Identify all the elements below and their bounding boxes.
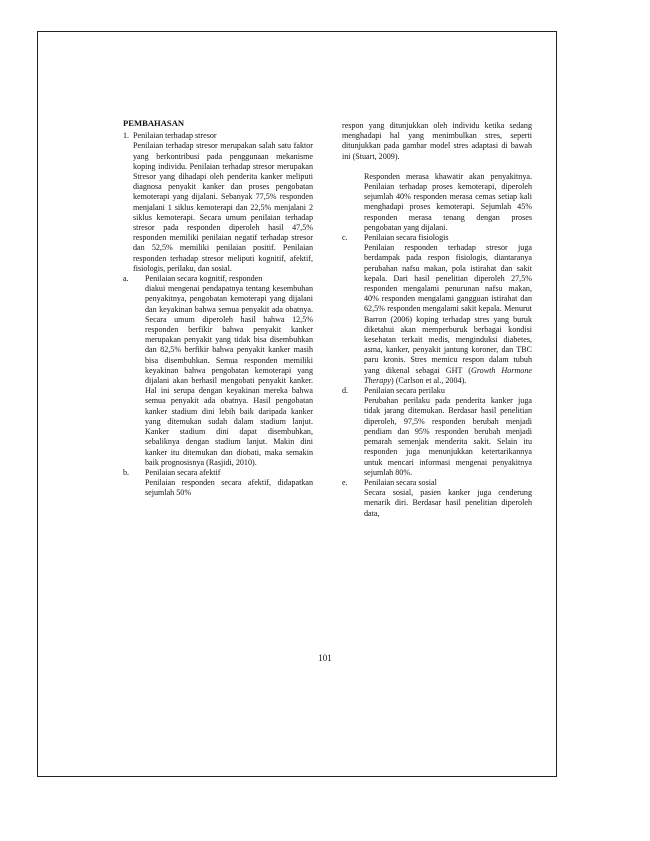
sub-a (123, 274, 313, 468)
sub-d-heading: Penilaian secara perilaku (364, 386, 445, 396)
sub-c-paragraph (364, 243, 532, 386)
sub-c-text-end: ) (Carlson et al., 2004). (390, 375, 467, 385)
sub-e-heading: Penilaian secara sosial (364, 477, 437, 487)
sub-a-paragraph: diakui mengenai pendapatnya tentang kesembuhan penyakitnya, pengobatan kemoterapi yang dijalani dan keyakinan bahwa semua penyakit ada obatnya. Secara umum diperoleh hasil bahwa 12,5% responden berfikir bahwa penyakit kanker merupakan penyakit yang tidak bisa disembuhkan dan 82,5% berfikir bahwa penyakit kanker masih bisa disembuhkan. Semua responden memiliki keyakinan bahwa pengobatan kemoterapi yang dijalani akan berhasil mengobati penyakit kanker. Hal ini serupa dengan keyakinan mereka bahwa semua penyakit ada obatnya. Hasil pengobatan kanker stadium dini lebih baik daripada kanker yang ditemukan sudah dalam stadium lanjut. Kanker stadium dini dapat disembuhkan, sebaliknya dengan stadium lanjut. Makin dini kanker itu ditemukan dan diobati, maka semakin baik prognosisnya (Rasjidi, 2010). (145, 284, 313, 467)
sub-c-heading: Penilaian secara fisiologis (364, 233, 449, 243)
sub-c-text: Penilaian responden terhadap stresor juga berdampak pada respon fisiologis, diantaranya perubahan nafsu makan, pola istirahat dan sakit kepala. Dari hasil penelitian diperoleh 27,5% responden mengalami penurunan nafsu makan, 40% responden mengalami gangguan istirahat dan 62,5% responden mengalami sakit kepala. Menurut Barron (2006) koping terhadap stres yang buruk diketahui akan memperburuk berbagai kondisi kesehatan terkait medis, menginduksi diabetes, asma, kanker, penyakit jantung koroner, dan TBC paru kronis. Stres memicu respon dalam tubuh yang dikenal sebagai GHT ( (364, 243, 532, 375)
sub-b (123, 468, 313, 499)
sub-b-continued-paragraph: Responden merasa khawatir akan penyakitnya. Penilaian terhadap proses kemoterapi, diperoleh sejumlah 40% responden merasa cemas setiap kali menghadapi proses kemoterapi. Sejumlah 45% responden merasa tenang dengan proses pengobatan yang dijalani. (364, 171, 532, 232)
sub-a-letter: a. (123, 274, 129, 284)
sub-b-letter: b. (123, 467, 130, 477)
sub-a-heading: Penilaian secara kognitif, responden (145, 274, 263, 284)
right-intro-paragraph: respon yang ditunjukkan oleh individu ketika sedang menghadapi hal yang menimbulkan stres, seperti ditunjukkan pada gambar model stres adaptasi di bawah ini (Stuart, 2009). (342, 121, 532, 161)
sub-d (342, 386, 532, 478)
page-number: 101 (318, 653, 332, 663)
sub-b-paragraph: Penilaian responden secara afektif, didapatkan sejumlah 50% (145, 478, 313, 498)
section-title: PEMBAHASAN (123, 118, 185, 128)
sub-e (342, 478, 532, 519)
item1-paragraph: Penilaian terhadap stresor merupakan salah satu faktor yang berkontribusi pada penggunaan mekanisme koping individu. Penilaian terhadap stresor merupakan Stresor yang dihadapi oleh penderita kanker meliputi diagnosa penyakit kanker dan proses pengobatan kemoterapi yang dijalani. Sebanyak 77,5% responden menjalani 1 siklus kemoterapi dan 22,5% menjalani 2 siklus kemoterapi. Secara umum penilaian terhadap stresor pada responden diperoleh hasil 47,5% responden memiliki penilaian negatif terhadap stresor dan 52,5% memiliki penilaian positif. Penilaian responden terhadap stresor meliputi kognitif, afektif, fisiologis, perilaku, dan sosial. (133, 141, 313, 273)
item1-heading (123, 131, 313, 141)
sub-b-heading: Penilaian secara afektif (145, 467, 221, 477)
sub-e-letter: e. (342, 477, 348, 487)
sub-e-paragraph: Secara sosial, pasien kanker juga cenderung menarik diri. Berdasar hasil penelitian diperoleh data, (364, 488, 532, 518)
sub-c-letter: c. (342, 233, 348, 243)
sub-b-continued (342, 172, 532, 233)
sub-d-letter: d. (342, 386, 349, 396)
item1-heading-text: Penilaian terhadap stresor (133, 131, 217, 141)
left-column (123, 118, 313, 499)
sub-d-paragraph: Perubahan perilaku pada penderita kanker juga tidak jarang ditemukan. Berdasar hasil penelitian diperoleh, 97,5% responden berubah menjadi pendiam dan 95% responden berubah menjadi pemarah semenjak menderita sakit. Selain itu responden juga menunjukkan ketertarikannya untuk mencari informasi mengenai penyakitnya sejumlah 80%. (364, 396, 532, 477)
sub-c-italic: Growth Hormone Therapy (364, 365, 532, 385)
sub-c (342, 233, 532, 386)
right-column (342, 121, 532, 519)
item1-number: 1. (123, 131, 130, 141)
